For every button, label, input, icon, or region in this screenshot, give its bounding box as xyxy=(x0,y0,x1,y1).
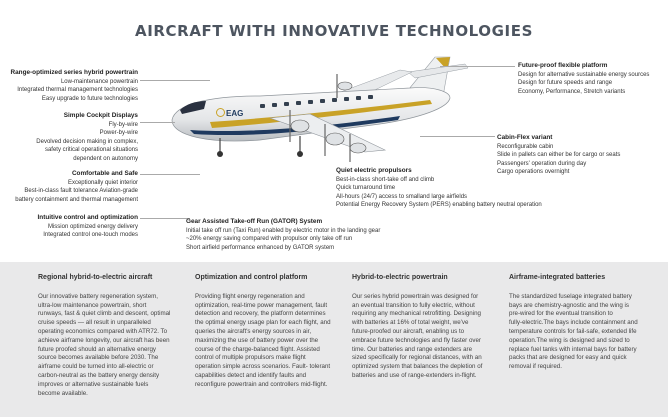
column-heading: Airframe-integrated batteries xyxy=(509,274,606,281)
column-line: temperature controls for fail-safe, extended life xyxy=(509,327,637,335)
callout-line: Short airfield performance enhanced by GATOR system xyxy=(186,244,335,251)
column-line: with batteries at 16% of total weight, we've xyxy=(352,319,469,327)
callout-line: safety critical operational situations xyxy=(44,147,138,154)
column-optimization xyxy=(195,274,347,390)
column-line: replace fuel tanks with internal bays for battery xyxy=(509,345,637,353)
callout-line: Mission optimized energy delivery xyxy=(47,223,138,230)
column-line: sized specifically for regional distances, with an xyxy=(352,354,482,362)
column-line: the optimal energy usage plan for each flight, and xyxy=(195,319,331,327)
callout-heading: Simple Cockpit Displays xyxy=(63,112,138,119)
callout-line: Devolved decision making in complex, xyxy=(36,138,138,145)
column-line: future proofed should an alternative energy xyxy=(38,345,156,353)
column-line: source becomes available before 2030. The xyxy=(38,354,159,362)
connector-intuitive xyxy=(140,218,190,219)
info-panel xyxy=(0,262,668,417)
column-line: optimized system that balances the depletion of xyxy=(352,363,483,371)
callout-line: All-hours (24/7) access to smalland large airfields xyxy=(336,193,468,200)
logo-mark-icon xyxy=(216,108,225,117)
callout-line: Quick turnaround time xyxy=(336,185,396,192)
column-powertrain xyxy=(352,274,502,381)
callout-heading: Gear Assisted Take-off Run (GATOR) System xyxy=(186,218,323,225)
callout-line: Potential Energy Recovery System (PERS) enabling battery neutral operation xyxy=(336,202,542,209)
callout-line: Exceptionally quiet interior xyxy=(67,179,138,186)
callout-line: Economy, Performance, Stretch variants xyxy=(518,88,626,95)
callout-line: dependent on autonomy xyxy=(73,155,138,162)
column-line: Providing flight energy regeneration and xyxy=(195,292,305,300)
column-batteries xyxy=(509,274,661,372)
column-line: an eventual transition to fully electric, without xyxy=(352,301,475,309)
column-line: queries the aircraft's energy sources in air, xyxy=(195,327,312,335)
callout-line: Integrated control one-touch modes xyxy=(43,232,138,239)
column-heading: Regional hybrid-to-electric aircraft xyxy=(38,274,153,281)
callout-line: Best-in-class fault tolerance Aviation-grade xyxy=(24,188,138,195)
callout-gator xyxy=(186,218,426,252)
column-line: embrace future technologies and fly faster over xyxy=(352,336,481,344)
column-line: operating economics compared with ATR72. To xyxy=(38,327,168,335)
column-line: operation.The wing is designed and sized to xyxy=(509,336,630,344)
callout-future xyxy=(518,62,668,96)
column-line: future-proofed our aircraft, enabling us to xyxy=(352,327,465,335)
column-line: become available. xyxy=(38,389,88,397)
column-heading: Hybrid-to-electric powertrain xyxy=(352,274,448,281)
column-line: bays are chemistry-agnostic and the wing is xyxy=(509,301,630,309)
aircraft-illustration xyxy=(150,52,510,172)
column-line: course of the charge-balanced flight. Assisted xyxy=(195,345,320,353)
column-line: capabilities detect and identify faults and xyxy=(195,371,307,379)
callout-comfort xyxy=(0,170,138,204)
logo xyxy=(216,108,243,118)
column-line: The standardized fuselage integrated battery xyxy=(509,292,632,300)
connector-cabin xyxy=(420,136,495,137)
callout-heading: Future-proof flexible platform xyxy=(518,62,608,69)
column-line: improves or alternative sustainable fuels xyxy=(38,380,149,388)
logo-text: EAG xyxy=(226,109,244,118)
column-line: ultra-low maintenance powertrain, short xyxy=(38,301,147,309)
callout-line: Cargo operations overnight xyxy=(497,169,570,176)
callout-line: Integrated thermal management technologies xyxy=(17,87,138,94)
callout-line: Design for alternative sustainable energy sources xyxy=(518,71,650,78)
callout-line: Slide in pallets can either be for cargo or seats xyxy=(497,152,621,159)
connector-range xyxy=(140,80,210,81)
column-line: Our innovative battery regeneration system, xyxy=(38,292,159,300)
column-line: airframe could be turned into all-electric or xyxy=(38,363,154,371)
callout-line: Power-by-wire xyxy=(99,130,138,137)
column-line: time. Our batteries and range extenders are xyxy=(352,345,473,353)
column-line: achieve airframe longevity, our aircraft has been xyxy=(38,336,170,344)
connector-future xyxy=(440,66,515,67)
callout-intuitive xyxy=(0,214,138,240)
callout-heading: Comfortable and Safe xyxy=(71,170,138,177)
column-line: requiring any mechanical retrofitting. Designing xyxy=(352,310,481,318)
column-line: fully-electric.The bays include containment and xyxy=(509,319,638,327)
column-line: removal if required. xyxy=(509,363,562,371)
column-line: control of multiple propulsors make flight xyxy=(195,354,306,362)
callout-line: Best-in-class short-take off and climb xyxy=(336,176,435,183)
column-line: maximizing the use of battery power over the xyxy=(195,336,319,344)
column-line: detection and recovery, the platform determines xyxy=(195,310,326,318)
callout-line: Fly-by-wire xyxy=(108,121,138,128)
callout-line: Design for future speeds and range xyxy=(518,80,613,87)
column-line: pre-wired for the eventual transition to xyxy=(509,310,613,318)
callout-heading: Intuitive control and optimization xyxy=(37,214,138,221)
connector-comfort xyxy=(140,174,200,175)
callout-line: Easy upgrade to future technologies xyxy=(41,95,138,102)
callout-line: battery containment and thermal management xyxy=(15,196,138,203)
callout-line: Initial take off run (Taxi Run) enabled by electric motor in the landing gear xyxy=(186,227,381,234)
page-title: AIRCRAFT WITH INNOVATIVE TECHNOLOGIES xyxy=(135,22,533,40)
callout-line: Passengers' operation during day xyxy=(497,160,587,167)
callout-cabin xyxy=(497,134,668,177)
column-line: carbon-neutral as the battery energy density xyxy=(38,371,160,379)
column-line: batteries and use of range-extenders in-flight. xyxy=(352,371,477,379)
column-line: Our series hybrid powertrain was designed for xyxy=(352,292,479,300)
callout-heading: Cabin-Flex variant xyxy=(497,134,553,141)
column-line: reconfigure powertrain and controllers mid-flight. xyxy=(195,380,328,388)
column-line: packs that are designed for easy and quick xyxy=(509,354,627,362)
callout-line: ~20% energy saving compared with propulsor only take off run xyxy=(186,236,353,243)
column-heading: Optimization and control platform xyxy=(195,274,308,281)
callout-cockpit xyxy=(0,112,138,164)
column-line: runways, fast & quiet climb and descent, optimal xyxy=(38,310,171,318)
column-line: operation simple across scenarios. Fault- tolerant xyxy=(195,363,331,371)
callout-line: Reconfigurable cabin xyxy=(497,143,554,150)
column-line: cruise speeds — all result in unparalleled xyxy=(38,319,151,327)
column-line: optimization, real-time power management, fault xyxy=(195,301,328,309)
callout-line: Low-maintenance powertrain xyxy=(60,78,138,85)
column-regional xyxy=(38,274,188,398)
callout-heading: Range-optimized series hybrid powertrain xyxy=(10,69,138,76)
callout-heading: Quiet electric propulsors xyxy=(336,167,412,174)
callout-range xyxy=(0,69,138,103)
connector-cockpit xyxy=(140,122,175,123)
